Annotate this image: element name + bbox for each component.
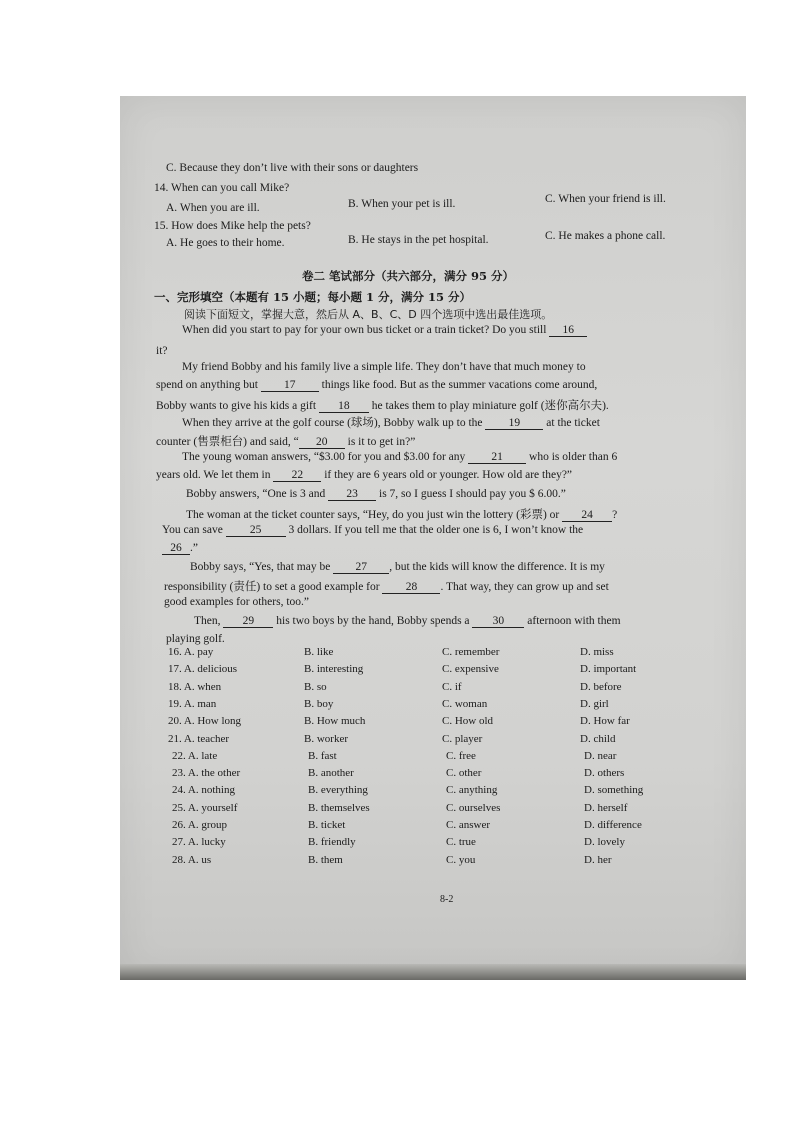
blank-20: 20 (299, 436, 345, 449)
option-c: C. How old (442, 715, 494, 728)
q15-option-a: A. He goes to their home. (166, 237, 285, 249)
option-c: C. woman (442, 697, 488, 710)
option-b: B. How much (304, 715, 366, 728)
blank-29: 29 (223, 615, 273, 628)
passage-line: it? (156, 345, 168, 357)
option-b: B. interesting (304, 663, 364, 676)
option-c: C. free (446, 749, 476, 762)
option-b: B. another (308, 767, 354, 780)
option-c: C. expensive (442, 663, 499, 676)
option-b: B. fast (308, 749, 337, 762)
q14-option-b: B. When your pet is ill. (348, 198, 456, 210)
option-d: D. child (580, 732, 616, 745)
blank-30: 30 (472, 615, 524, 628)
option-a: 25. A. yourself (172, 801, 238, 814)
q15-option-b: B. He stays in the pet hospital. (348, 234, 489, 246)
passage-line: responsibility (责任) to set a good example for 28 . That way, they can grow up and set (164, 581, 609, 593)
passage-line: My friend Bobby and his family live a simple life. They don’t have that much money to (182, 361, 586, 373)
q15-question: 15. How does Mike help the pets? (154, 220, 311, 232)
passage-line: Then, 29 his two boys by the hand, Bobby spends a 30 afternoon with them (194, 615, 621, 627)
option-d: D. before (580, 680, 622, 693)
option-a: 17. A. delicious (168, 663, 238, 676)
option-d: D. others (584, 767, 625, 780)
passage-line: You can save 25 3 dollars. If you tell me that the older one is 6, I won’t know the (162, 524, 584, 536)
passage-line: When they arrive at the golf course (球场), Bobby walk up to the 19 at the ticket (182, 417, 600, 429)
option-a: 18. A. when (168, 680, 222, 693)
passage-line: 26 .” (162, 542, 198, 555)
passage-line: The woman at the ticket counter says, “Hey, do you just win the lottery (彩票) or 24 ? (186, 509, 618, 521)
blank-28: 28 (382, 581, 440, 594)
option-d: D. How far (580, 715, 630, 728)
option-a: 26. A. group (172, 819, 227, 831)
blank-19: 19 (485, 417, 543, 430)
option-a: 21. A. teacher (168, 732, 230, 745)
passage-line: Bobby wants to give his kids a gift 18 he takes them to play miniature golf (迷你高尔夫). (156, 400, 609, 412)
option-c: C. if (442, 680, 462, 693)
blank-18: 18 (319, 400, 369, 413)
option-a: 27. A. lucky (172, 836, 226, 849)
option-b: B. like (304, 646, 334, 658)
shadow-edge (120, 964, 746, 980)
option-d: D. important (580, 663, 637, 676)
option-d: D. herself (584, 801, 628, 814)
option-a: 20. A. How long (168, 715, 242, 728)
exam-sheet (120, 96, 746, 980)
option-a: 22. A. late (172, 749, 218, 762)
blank-27: 27 (333, 561, 389, 574)
option-c: C. remember (442, 646, 500, 658)
q13-option-c: C. Because they don’t live with their sons or daughters (166, 162, 419, 174)
option-d: D. something (584, 784, 644, 797)
passage-line: years old. We let them in 22 if they are 6 years old or younger. How old are they?” (156, 469, 573, 481)
option-d: D. miss (580, 646, 614, 658)
passage-line: Bobby says, “Yes, that may be 27 , but the kids will know the difference. It is my (190, 561, 605, 573)
blank-21: 21 (468, 451, 526, 464)
passage-line: playing golf. (166, 633, 225, 645)
option-d: D. difference (584, 819, 642, 831)
option-b: B. ticket (308, 819, 346, 831)
option-d: D. girl (580, 697, 609, 710)
option-a: 23. A. the other (172, 767, 241, 780)
blank-26: 26 (162, 542, 190, 555)
option-b: B. them (308, 853, 343, 866)
passage-line: The young woman answers, “$3.00 for you and $3.00 for any 21 who is older than 6 (182, 451, 618, 463)
blank-24: 24 (562, 509, 612, 522)
q14-option-a: A. When you are ill. (166, 202, 260, 214)
passage-line: spend on anything but 17 things like food. But as the summer vacations come around, (156, 379, 598, 391)
q15-option-c: C. He makes a phone call. (545, 230, 666, 242)
q14-question: 14. When can you call Mike? (154, 182, 290, 194)
blank-25: 25 (226, 524, 286, 537)
option-a: 24. A. nothing (172, 784, 235, 797)
option-c: C. ourselves (446, 801, 501, 814)
option-c: C. anything (446, 784, 498, 797)
option-a: 28. A. us (172, 853, 212, 866)
passage-line: good examples for others, too.” (164, 596, 309, 608)
option-d: D. near (584, 749, 617, 762)
q14-option-c: C. When your friend is ill. (545, 193, 666, 205)
blank-23: 23 (328, 488, 376, 501)
option-b: B. friendly (308, 836, 356, 849)
option-b: B. boy (304, 697, 334, 710)
section-title: 卷二 笔试部分（共六部分，满分 95 分） (302, 269, 515, 283)
option-b: B. so (304, 680, 327, 693)
option-c: C. answer (446, 819, 490, 831)
photographed-page (120, 96, 746, 980)
option-a: 19. A. man (168, 697, 217, 710)
part-title: 一、完形填空（本题有 15 小题；每小题 1 分，满分 15 分） (154, 290, 472, 304)
option-b: B. themselves (308, 801, 370, 814)
option-b: B. worker (304, 732, 348, 745)
option-d: D. her (584, 853, 612, 866)
option-d: D. lovely (584, 836, 625, 849)
passage-line: When did you start to pay for your own bus ticket or a train ticket? Do you still 16 (182, 324, 587, 337)
option-b: B. everything (308, 784, 368, 797)
option-c: C. you (446, 853, 476, 866)
option-c: C. other (446, 767, 482, 780)
option-c: C. player (442, 732, 483, 745)
blank-16: 16 (549, 324, 587, 337)
passage-line: Bobby answers, “One is 3 and 23 is 7, so I guess I should pay you $ 6.00.” (186, 488, 566, 500)
option-c: C. true (446, 836, 476, 849)
blank-22: 22 (273, 469, 321, 482)
instruction: 阅读下面短文，掌握大意，然后从 A、B、C、D 四个选项中选出最佳选项。 (184, 308, 553, 321)
passage-line: counter (售票柜台) and said, “ 20 is it to get in?” (156, 436, 416, 448)
blank-17: 17 (261, 379, 319, 392)
page-number: 8-2 (440, 894, 454, 905)
option-a: 16. A. pay (168, 646, 214, 658)
